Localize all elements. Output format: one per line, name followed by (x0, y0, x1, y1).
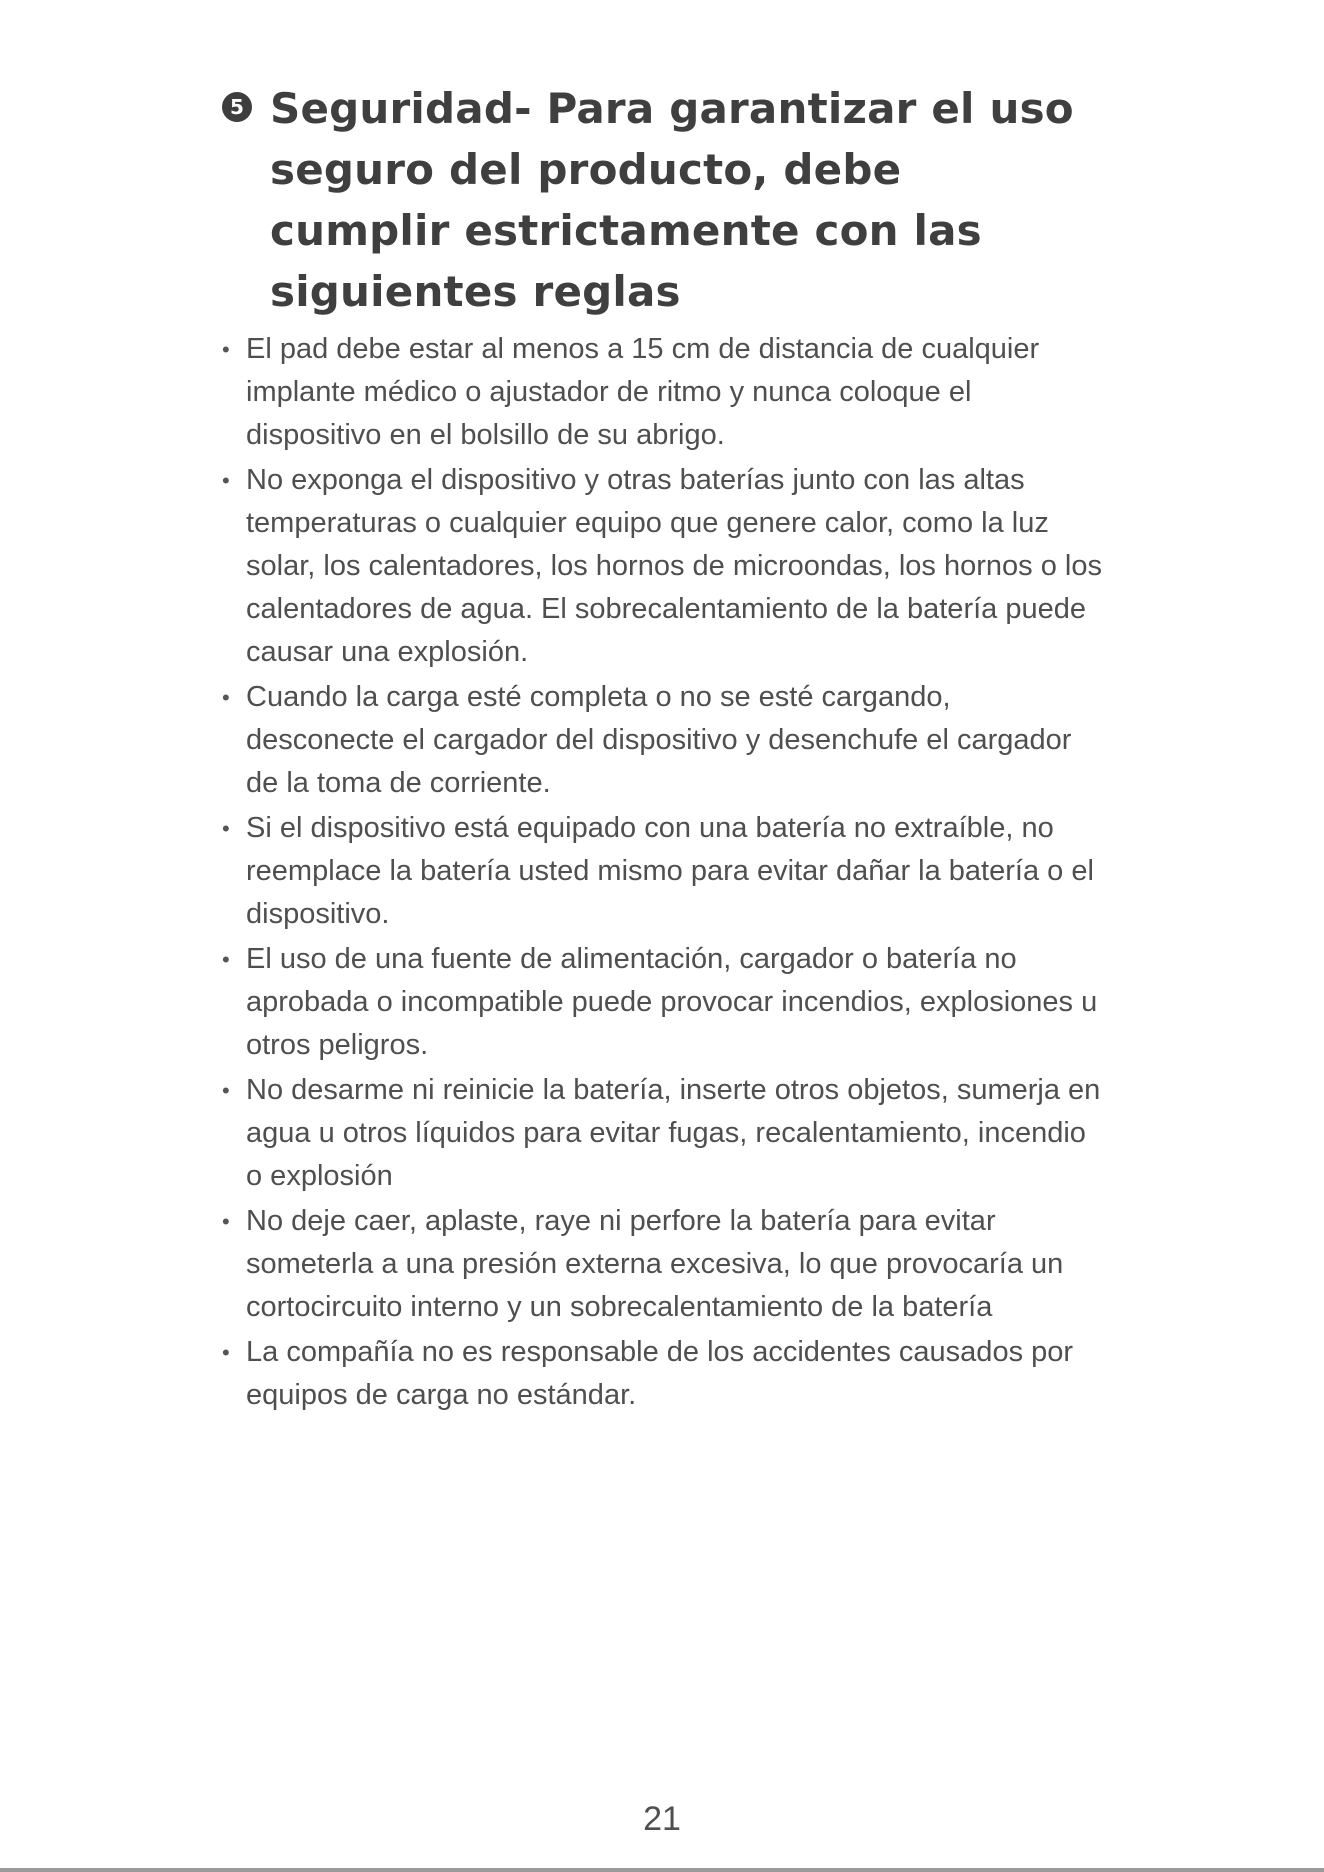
bullet-icon: • (222, 685, 230, 710)
list-item-text: No desarme ni reinicie la batería, inserte otros objetos, sumerja en agua u otros líquidos para evitar fugas, recalentamiento, incendio o explosión (246, 1074, 1101, 1192)
list-item (222, 807, 1102, 936)
bottom-divider (0, 1868, 1324, 1872)
list-item (222, 1069, 1102, 1198)
bullet-icon: • (222, 337, 230, 362)
list-item (222, 676, 1102, 805)
bullet-icon: • (222, 1209, 230, 1234)
bullet-icon: • (222, 468, 230, 493)
list-item (222, 328, 1102, 457)
section-number-badge: 5 (222, 92, 252, 122)
list-item-text: El pad debe estar al menos a 15 cm de distancia de cualquier implante médico o ajustador de ritmo y nunca coloque el dispositivo en el bolsillo de su abrigo. (246, 333, 1040, 451)
bullet-icon: • (222, 1340, 230, 1365)
bullet-icon: • (222, 947, 230, 972)
list-item-text: Si el dispositivo está equipado con una batería no extraíble, no reemplace la batería usted mismo para evitar dañar la batería o el dispositivo. (246, 812, 1094, 930)
list-item-text: Cuando la carga esté completa o no se esté cargando, desconecte el cargador del dispositivo y desenchufe el cargador de la toma de corriente. (246, 681, 1072, 799)
section-title: Seguridad- Para garantizar el uso seguro del producto, debe cumplir estrictamente con las siguientes reglas (270, 84, 1074, 316)
list-item-text: La compañía no es responsable de los accidentes causados por equipos de carga no estándar. (246, 1336, 1074, 1411)
bullet-icon: • (222, 1078, 230, 1103)
bullet-icon: • (222, 816, 230, 841)
list-item-text: El uso de una fuente de alimentación, cargador o batería no aprobada o incompatible puede provocar incendios, explosiones u otros peligros. (246, 943, 1098, 1061)
list-item (222, 1200, 1102, 1329)
list-item-text: No exponga el dispositivo y otras baterías junto con las altas temperaturas o cualquier equipo que genere calor, como la luz solar, los calentadores, los hornos de microondas, los hornos o los calentadores de agua. El sobrecalentamiento de la batería puede causar una explosión. (246, 464, 1102, 668)
list-item (222, 1331, 1102, 1417)
list-item (222, 938, 1102, 1067)
page-number: 21 (643, 1800, 681, 1838)
list-item (222, 459, 1102, 674)
safety-rules-list (222, 328, 1102, 1419)
list-item-text: No deje caer, aplaste, raye ni perfore la batería para evitar someterla a una presión externa excesiva, lo que provocaría un cortocircuito interno y un sobrecalentamiento de la batería (246, 1205, 1064, 1323)
section-heading (222, 78, 1102, 322)
